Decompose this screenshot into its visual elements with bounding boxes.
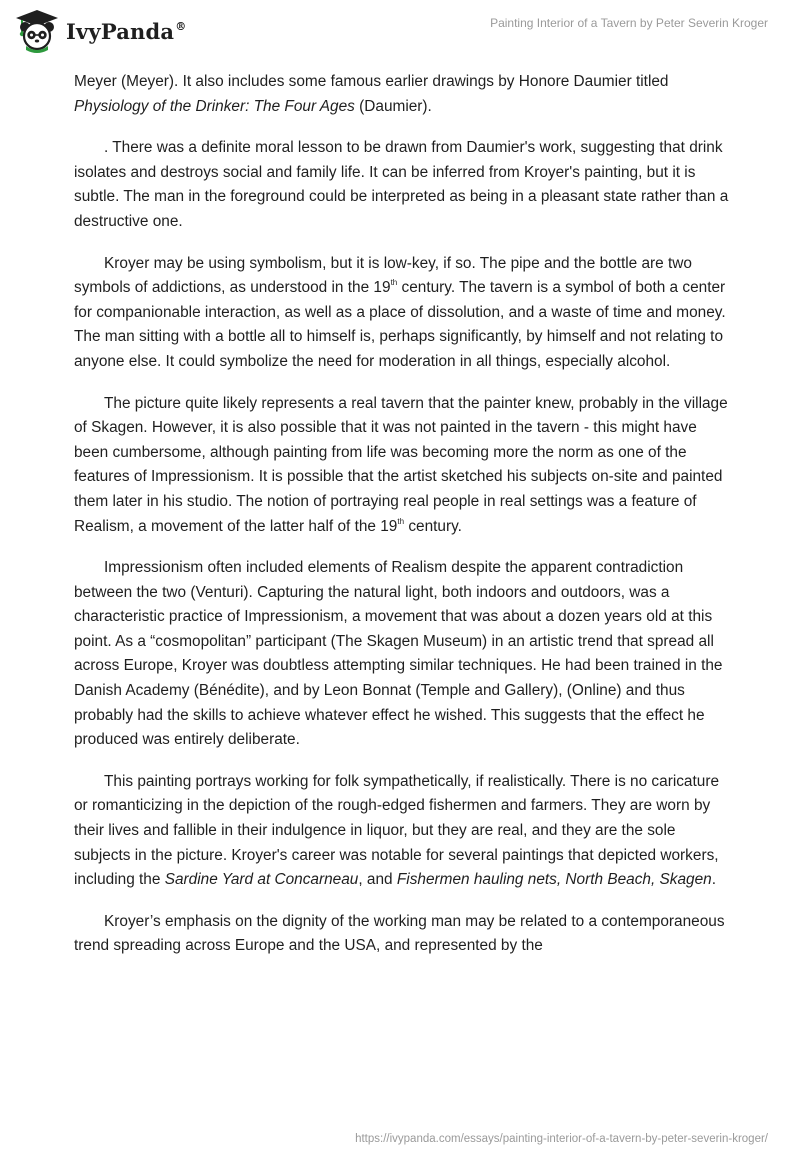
panda-graduate-icon: [14, 8, 60, 54]
paragraph-6: This painting portrays working for folk sympathetically, if realistically. There is no caricature or romanticizing in the depiction of the rough-edged fishermen and farmers. They are worn by their lives and fallible in their indulgence in liquor, but they are real, and they are the sole subjects in the picture. Kroyer's career was notable for several paintings that depicted workers, including the Sardine Yard at Concarneau, and Fishermen hauling nets, North Beach, Skagen.: [74, 772, 720, 889]
document-title: Painting Interior of a Tavern by Peter Severin Kroger: [490, 16, 768, 30]
page-header: [0, 0, 800, 64]
paragraph-4: The picture quite likely represents a real tavern that the painter knew, probably in the village of Skagen. However, it is also possible that it was not painted in the tavern - this might have been cumbersome, although painting from life was becoming more the norm as one of the features of Impressionism. It is possible that the artist sketched his subjects on-site and painted them later in his studio. The notion of portraying real people in real settings was a feature of Realism, a movement of the latter half of the 19th century.: [74, 394, 728, 535]
italic-title: Sardine Yard at Concarneau: [164, 871, 359, 889]
paragraph-2: . There was a definite moral lesson to be drawn from Daumier's work, suggesting that drink isolates and destroys social and family life. It can be inferred from Kroyer's painting, but it is subtle. The man in the foreground could be interpreted as being in a pleasant state rather than a destructive one.: [74, 139, 729, 230]
paragraph-5: Impressionism often included elements of Realism despite the apparent contradiction between the two (Venturi). Capturing the natural light, both indoors and outdoors, was a characteristic practice of Impressionism, a movement that was about a dozen years old at this point. As a “cosmopolitan” participant (The Skagen Museum) in an artistic trend that spread all across Europe, Kroyer was doubtless attempting similar techniques. He had been trained in the Danish Academy (Bénédite), and by Leon Bonnat (Temple and Gallery), (Online) and thus probably had the skills to achieve whatever effect he wished. This suggests that the effect he produced was entirely deliberate.: [74, 559, 723, 749]
paragraph-3: Kroyer may be using symbolism, but it is low-key, if so. The pipe and the bottle are two symbols of addictions, as understood in the 19th century. The tavern is a symbol of both a center for companionable interaction, as well as a place of dissolution, and a waste of time and money. The man sitting with a bottle all to himself is, perhaps significantly, by himself and not relating to anyone else. It could symbolize the need for moderation in all things, especially alcohol.: [74, 254, 726, 370]
superscript: th: [390, 278, 398, 288]
paragraph-1: Meyer (Meyer). It also includes some famous earlier drawings by Honore Daumier titled Physiology of the Drinker: The Four Ages (Daumier).: [74, 73, 669, 115]
brand-logo[interactable]: [14, 8, 186, 54]
paragraph-7: Kroyer’s emphasis on the dignity of the working man may be related to a contemporaneous trend spreading across Europe and the USA, and represented by the: [74, 912, 725, 955]
superscript: th: [397, 516, 405, 526]
essay-body: [74, 70, 734, 976]
registered-mark: ®: [175, 19, 187, 33]
brand-name: IvyPanda®: [66, 18, 187, 44]
italic-title: Fishermen hauling nets, North Beach, Skagen: [396, 871, 712, 889]
source-url[interactable]: https://ivypanda.com/essays/painting-interior-of-a-tavern-by-peter-severin-kroger/: [355, 1133, 768, 1145]
italic-title: Physiology of the Drinker: The Four Ages: [74, 97, 355, 115]
